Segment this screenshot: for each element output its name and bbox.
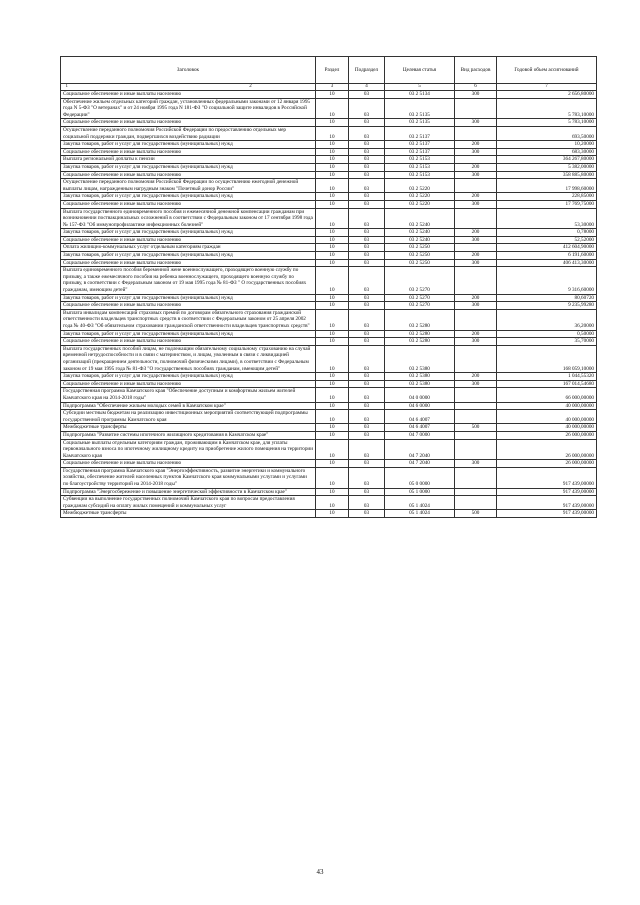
- row-exptype: [455, 496, 497, 510]
- row-subsection: 03: [349, 229, 385, 237]
- row-subsection: 03: [349, 431, 385, 439]
- row-subsection: 03: [349, 294, 385, 302]
- row-exptype: 300: [455, 200, 497, 208]
- row-name: Подпрограмма "Обеспечение жильем молодых семей в Камчатском крае": [61, 402, 316, 410]
- row-section: 10: [316, 193, 349, 201]
- table-row: [61, 309, 597, 330]
- row-name: Осуществление переданного полномочия Российской Федерации по предоставлению отдельных мер социальной поддержки граждан, подвергшихся воздействию радиации: [61, 126, 316, 140]
- table-row: [61, 126, 597, 140]
- row-section: 10: [316, 126, 349, 140]
- row-section: 10: [316, 510, 349, 518]
- row-name: Закупка товаров, работ и услуг для государственных (муниципальных) нужд: [61, 229, 316, 237]
- row-amount: 0,50000: [497, 330, 597, 338]
- row-target: 03 2 5220: [385, 200, 455, 208]
- row-amount: 917 439,00000: [497, 510, 597, 518]
- row-exptype: 200: [455, 330, 497, 338]
- row-target: 03 2 5270: [385, 267, 455, 294]
- row-section: 10: [316, 171, 349, 179]
- row-amount: 40 000,00000: [497, 424, 597, 432]
- row-name: Социальное обеспечение и иные выплаты населению: [61, 91, 316, 99]
- row-section: 10: [316, 229, 349, 237]
- row-exptype: 200: [455, 163, 497, 171]
- table-row: [61, 259, 597, 267]
- row-amount: 167 014,54680: [497, 380, 597, 388]
- row-section: 10: [316, 496, 349, 510]
- row-target: 03 2 5380: [385, 380, 455, 388]
- row-target: 03 2 5153: [385, 156, 455, 164]
- row-exptype: [455, 126, 497, 140]
- row-target: 05 1 4024: [385, 510, 455, 518]
- row-amount: 26 000,00000: [497, 439, 597, 460]
- row-exptype: 300: [455, 236, 497, 244]
- col-header-amount: Годовой объем ассигнований: [497, 57, 597, 84]
- table-body: [61, 91, 597, 518]
- row-amount: 5 382,00000: [497, 163, 597, 171]
- row-amount: 5 783,10000: [497, 98, 597, 119]
- row-name: Социальное обеспечение и иные выплаты населению: [61, 200, 316, 208]
- row-section: 10: [316, 252, 349, 260]
- row-amount: 168 059,10000: [497, 345, 597, 372]
- table-row: [61, 156, 597, 164]
- row-exptype: 300: [455, 171, 497, 179]
- row-subsection: 03: [349, 267, 385, 294]
- row-name: Закупка товаров, работ и услуг для государственных (муниципальных) нужд: [61, 141, 316, 149]
- table-row: [61, 294, 597, 302]
- row-subsection: 03: [349, 119, 385, 127]
- row-amount: 80,60720: [497, 294, 597, 302]
- row-section: 10: [316, 309, 349, 330]
- column-number: 1 2: [61, 84, 316, 91]
- budget-table-sheet: [60, 56, 596, 518]
- row-exptype: [455, 439, 497, 460]
- row-target: 03 2 5137: [385, 148, 455, 156]
- row-section: 10: [316, 460, 349, 468]
- table-row: [61, 119, 597, 127]
- column-number: 4: [349, 84, 385, 91]
- row-target: 03 2 5280: [385, 338, 455, 346]
- row-exptype: [455, 208, 497, 229]
- table-row: [61, 460, 597, 468]
- row-subsection: 03: [349, 244, 385, 252]
- row-section: 10: [316, 148, 349, 156]
- table-row: [61, 345, 597, 372]
- row-name: Социальное обеспечение и иные выплаты населению: [61, 148, 316, 156]
- table-row: [61, 488, 597, 496]
- table-row: [61, 467, 597, 488]
- row-target: 03 2 5135: [385, 119, 455, 127]
- row-section: 10: [316, 141, 349, 149]
- column-number: 3: [316, 84, 349, 91]
- column-number: 7: [497, 84, 597, 91]
- row-section: 10: [316, 431, 349, 439]
- table-row: [61, 373, 597, 381]
- row-target: 03 2 5135: [385, 98, 455, 119]
- row-target: 04 7 0000: [385, 431, 455, 439]
- row-name: Социальное обеспечение и иные выплаты населению: [61, 236, 316, 244]
- row-subsection: 03: [349, 126, 385, 140]
- row-name: Государственная программа Камчатского края "Обеспечение доступным и комфортным жильем жителей Камчатского края на 2014-2018 годы": [61, 388, 316, 402]
- row-subsection: 03: [349, 439, 385, 460]
- row-exptype: 500: [455, 510, 497, 518]
- column-number: 6: [455, 84, 497, 91]
- row-target: 04 7 2040: [385, 460, 455, 468]
- table-row: [61, 380, 597, 388]
- row-name: Закупка товаров, работ и услуг для государственных (муниципальных) нужд: [61, 330, 316, 338]
- table-row: [61, 410, 597, 424]
- row-subsection: 03: [349, 338, 385, 346]
- row-name: Социальное обеспечение и иные выплаты населению: [61, 380, 316, 388]
- table-row: [61, 91, 597, 99]
- row-section: 10: [316, 294, 349, 302]
- row-amount: 52,52000: [497, 236, 597, 244]
- row-name: Межбюджетные трансферты: [61, 510, 316, 518]
- row-amount: 0,78000: [497, 229, 597, 237]
- row-subsection: 03: [349, 388, 385, 402]
- row-exptype: [455, 267, 497, 294]
- column-number: 5: [385, 84, 455, 91]
- row-amount: 917 439,00000: [497, 496, 597, 510]
- table-row: [61, 200, 597, 208]
- row-exptype: 300: [455, 338, 497, 346]
- row-name: Субсидии местным бюджетам на реализацию инвестиционных мероприятий соответствующей подпрограммы государственной программы Камчатского края: [61, 410, 316, 424]
- row-exptype: [455, 410, 497, 424]
- row-section: 10: [316, 200, 349, 208]
- row-exptype: 300: [455, 148, 497, 156]
- row-subsection: 03: [349, 410, 385, 424]
- row-exptype: 200: [455, 141, 497, 149]
- row-name: Выплата инвалидам компенсаций страховых премий по договорам обязательного страхования гражданской ответственности владельцев транспортных средств в соответствии с Федеральным законом от 25 апреля 2002 года № 40-ФЗ "Об обязательном страховании гражданской ответственности владельцев транспортных средств": [61, 309, 316, 330]
- row-amount: 26 000,00000: [497, 431, 597, 439]
- row-exptype: [455, 488, 497, 496]
- row-section: 10: [316, 373, 349, 381]
- row-name: Оплата жилищно-коммунальных услуг отдельным категориям граждан: [61, 244, 316, 252]
- row-name: Закупка товаров, работ и услуг для государственных (муниципальных) нужд: [61, 373, 316, 381]
- row-amount: 228,85000: [497, 193, 597, 201]
- table-row: [61, 208, 597, 229]
- row-name: Подпрограмма "Энергосбережение и повышение энергетической эффективности в Камчатском крае": [61, 488, 316, 496]
- row-target: 04 6 4007: [385, 424, 455, 432]
- page-number: 43: [316, 868, 324, 876]
- table-row: [61, 244, 597, 252]
- row-target: 03 2 5240: [385, 208, 455, 229]
- row-name: Осуществление переданного полномочия Российской Федерации по осуществлению ежегодной денежной выплаты лицам, награжденным нагрудным знаком "Почетный донор России": [61, 179, 316, 193]
- row-amount: 6 191,60000: [497, 252, 597, 260]
- row-section: 10: [316, 179, 349, 193]
- row-target: 04 6 4007: [385, 410, 455, 424]
- row-section: 10: [316, 163, 349, 171]
- row-exptype: 200: [455, 294, 497, 302]
- row-name: Выплата единовременного пособия беременной жене военнослужащего, проходящего военную службу по призыву, а также ежемесячного пособия на ребенка военнослужащего, проходящего военную службу по призыву, в соответствии с Федеральным законом от 19 мая 1995 года № 81-ФЗ " О государственных пособиях гражданам, имеющим детей": [61, 267, 316, 294]
- row-name: Социальное обеспечение и иные выплаты населению: [61, 460, 316, 468]
- row-name: Закупка товаров, работ и услуг для государственных (муниципальных) нужд: [61, 294, 316, 302]
- row-section: 10: [316, 98, 349, 119]
- row-subsection: 03: [349, 309, 385, 330]
- table-row: [61, 338, 597, 346]
- row-exptype: [455, 402, 497, 410]
- row-subsection: 03: [349, 510, 385, 518]
- row-target: 03 2 5240: [385, 236, 455, 244]
- row-section: 10: [316, 244, 349, 252]
- row-amount: 40 000,00000: [497, 402, 597, 410]
- table-row: [61, 236, 597, 244]
- table-row: [61, 267, 597, 294]
- col-header-name: Заголовок: [61, 57, 316, 84]
- row-name: Субвенции на выполнение государственных полномочий Камчатского края по вопросам предоставления гражданам субсидий на оплату жилых помещений и коммунальных услуг: [61, 496, 316, 510]
- table-row: [61, 148, 597, 156]
- row-target: 03 2 5250: [385, 252, 455, 260]
- table-row: [61, 193, 597, 201]
- row-subsection: 03: [349, 252, 385, 260]
- row-name: Выплата государственных пособий лицам, не подлежащим обязательному социальному страхованию на случай временной нетрудоспособности и в связи с материнством, и лицам, уволенным в связи с ликвидацией организаций (прекращением деятельности, полномочий физическими лицами), в соответствии с Федеральным законом от 19 мая 1995 года № 81-ФЗ "О государственных пособиях гражданам, имеющим детей": [61, 345, 316, 372]
- table-row: [61, 141, 597, 149]
- row-subsection: 03: [349, 424, 385, 432]
- row-name: Подпрограмма "Развитие системы ипотечного жилищного кредитования в Камчатском крае": [61, 431, 316, 439]
- row-subsection: 03: [349, 402, 385, 410]
- table-row: [61, 98, 597, 119]
- table-row: [61, 302, 597, 310]
- table-row: [61, 439, 597, 460]
- row-section: 10: [316, 380, 349, 388]
- row-section: 10: [316, 439, 349, 460]
- table-row: [61, 179, 597, 193]
- table-row: [61, 330, 597, 338]
- row-name: Социальные выплаты отдельным категориям граждан, проживающим в Камчатском крае, для уплаты первоначального взноса по ипотечному жилищному кредиту на приобретение жилого помещения на территории Камчатского края: [61, 439, 316, 460]
- row-amount: 406 413,30000: [497, 259, 597, 267]
- row-exptype: 200: [455, 193, 497, 201]
- row-exptype: [455, 98, 497, 119]
- row-amount: 917 439,00000: [497, 488, 597, 496]
- row-target: 03 2 5250: [385, 244, 455, 252]
- table-row: [61, 431, 597, 439]
- row-amount: 1 044,55320: [497, 373, 597, 381]
- row-section: 10: [316, 338, 349, 346]
- row-name: Социальное обеспечение и иные выплаты населению: [61, 338, 316, 346]
- row-amount: 683,30000: [497, 148, 597, 156]
- row-target: 03 2 5250: [385, 259, 455, 267]
- row-section: 10: [316, 410, 349, 424]
- row-amount: 364 267,80000: [497, 156, 597, 164]
- row-name: Закупка товаров, работ и услуг для государственных (муниципальных) нужд: [61, 252, 316, 260]
- row-exptype: 200: [455, 252, 497, 260]
- row-target: 03 2 5280: [385, 330, 455, 338]
- row-name: Обеспечение жильем отдельных категорий граждан, установленных федеральными законами от 12 января 1995 года N 5-ФЗ "О ветеранах" и от 24 ноября 1995 года N 181-ФЗ "О социальной защите инвалидов в Российской Федерации": [61, 98, 316, 119]
- row-subsection: 03: [349, 496, 385, 510]
- row-target: 03 2 5137: [385, 126, 455, 140]
- row-subsection: 03: [349, 302, 385, 310]
- row-target: 03 2 5380: [385, 345, 455, 372]
- col-header-section: Раздел: [316, 57, 349, 84]
- row-section: 10: [316, 236, 349, 244]
- row-section: 10: [316, 91, 349, 99]
- row-target: 05 0 0000: [385, 467, 455, 488]
- table-row: [61, 171, 597, 179]
- row-target: 03 2 5280: [385, 309, 455, 330]
- row-exptype: [455, 179, 497, 193]
- row-amount: 10,20000: [497, 141, 597, 149]
- row-amount: 36,20000: [497, 309, 597, 330]
- row-subsection: 03: [349, 373, 385, 381]
- row-amount: 693,50000: [497, 126, 597, 140]
- row-exptype: 500: [455, 424, 497, 432]
- row-target: 03 2 5270: [385, 294, 455, 302]
- row-section: 10: [316, 488, 349, 496]
- row-target: 03 2 5220: [385, 179, 455, 193]
- row-target: 03 2 5137: [385, 141, 455, 149]
- col-header-subsection: Подраздел: [349, 57, 385, 84]
- row-name: Социальное обеспечение и иные выплаты населению: [61, 259, 316, 267]
- row-name: Социальное обеспечение и иные выплаты населению: [61, 119, 316, 127]
- row-amount: 358 885,80000: [497, 171, 597, 179]
- row-subsection: 03: [349, 208, 385, 229]
- row-section: 10: [316, 302, 349, 310]
- row-subsection: 03: [349, 141, 385, 149]
- row-name: Закупка товаров, работ и услуг для государственных (муниципальных) нужд: [61, 163, 316, 171]
- row-target: 05 1 4024: [385, 496, 455, 510]
- row-amount: 17 769,75000: [497, 200, 597, 208]
- row-amount: 35,70000: [497, 338, 597, 346]
- row-amount: 917 439,00000: [497, 467, 597, 488]
- row-amount: 412 604,90000: [497, 244, 597, 252]
- row-amount: 66 000,00000: [497, 388, 597, 402]
- table-row: [61, 402, 597, 410]
- row-target: 03 2 5134: [385, 91, 455, 99]
- row-subsection: 03: [349, 460, 385, 468]
- row-exptype: 300: [455, 380, 497, 388]
- table-row: [61, 496, 597, 510]
- table-row: [61, 424, 597, 432]
- table-row: [61, 388, 597, 402]
- row-section: 10: [316, 259, 349, 267]
- row-exptype: 300: [455, 91, 497, 99]
- row-section: 10: [316, 424, 349, 432]
- budget-table: [60, 56, 597, 518]
- row-amount: 9 316,60000: [497, 267, 597, 294]
- row-exptype: 300: [455, 259, 497, 267]
- row-amount: 40 000,00000: [497, 410, 597, 424]
- row-amount: 5 783,10000: [497, 119, 597, 127]
- row-subsection: 03: [349, 345, 385, 372]
- row-target: 04 0 0000: [385, 388, 455, 402]
- row-exptype: 200: [455, 229, 497, 237]
- row-section: 10: [316, 156, 349, 164]
- row-target: 03 2 5153: [385, 171, 455, 179]
- row-name: Государственная программа Камчатского края "Энергоэффективность, развитие энергетики и коммунального хозяйства, обеспечение жителей населенных пунктов Камчатского края коммунальными услугами и услугами по благоустройству территорий на 2014-2018 годы": [61, 467, 316, 488]
- row-subsection: 03: [349, 98, 385, 119]
- row-subsection: 03: [349, 330, 385, 338]
- row-name: Выплата государственного единовременного пособия и ежемесячной денежной компенсации гражданам при возникновении поствакцинальных осложнений в соответствии с Федеральным законом от 17 сентября 1998 года № 157-ФЗ "Об иммунопрофилактике инфекционных болезней": [61, 208, 316, 229]
- table-row: [61, 229, 597, 237]
- row-exptype: [455, 388, 497, 402]
- row-subsection: 03: [349, 148, 385, 156]
- row-target: 03 2 5153: [385, 163, 455, 171]
- row-amount: 17 998,60000: [497, 179, 597, 193]
- row-exptype: [455, 345, 497, 372]
- row-subsection: 03: [349, 488, 385, 496]
- row-subsection: 03: [349, 179, 385, 193]
- row-amount: 9 235,99280: [497, 302, 597, 310]
- row-target: 03 2 5220: [385, 193, 455, 201]
- column-number-row: [61, 84, 597, 91]
- table-row: [61, 252, 597, 260]
- row-exptype: 300: [455, 119, 497, 127]
- row-exptype: 300: [455, 302, 497, 310]
- row-section: 10: [316, 267, 349, 294]
- row-section: 10: [316, 402, 349, 410]
- row-subsection: 03: [349, 200, 385, 208]
- row-name: Социальное обеспечение и иные выплаты населению: [61, 171, 316, 179]
- table-row: [61, 510, 597, 518]
- row-section: 10: [316, 388, 349, 402]
- row-target: 04 7 2040: [385, 439, 455, 460]
- row-exptype: 200: [455, 373, 497, 381]
- row-subsection: 03: [349, 156, 385, 164]
- row-subsection: 03: [349, 193, 385, 201]
- row-target: 03 2 5240: [385, 229, 455, 237]
- row-subsection: 03: [349, 163, 385, 171]
- row-section: 10: [316, 345, 349, 372]
- row-subsection: 03: [349, 171, 385, 179]
- row-section: 10: [316, 119, 349, 127]
- row-subsection: 03: [349, 236, 385, 244]
- row-amount: 53,30000: [497, 208, 597, 229]
- row-section: 10: [316, 330, 349, 338]
- row-exptype: [455, 467, 497, 488]
- row-exptype: [455, 156, 497, 164]
- row-subsection: 03: [349, 259, 385, 267]
- col-header-exptype: Вид расходов: [455, 57, 497, 84]
- row-name: Выплата региональной доплаты к пенсии: [61, 156, 316, 164]
- row-section: 10: [316, 208, 349, 229]
- row-exptype: [455, 244, 497, 252]
- row-exptype: 300: [455, 460, 497, 468]
- row-exptype: [455, 431, 497, 439]
- row-subsection: 03: [349, 467, 385, 488]
- row-target: 03 2 5270: [385, 302, 455, 310]
- row-name: Социальное обеспечение и иные выплаты населению: [61, 302, 316, 310]
- col-header-target: Целевая статья: [385, 57, 455, 84]
- row-amount: 26 000,00000: [497, 460, 597, 468]
- row-name: Межбюджетные трансферты: [61, 424, 316, 432]
- row-target: 05 1 0000: [385, 488, 455, 496]
- row-target: 04 6 0000: [385, 402, 455, 410]
- table-row: [61, 163, 597, 171]
- row-subsection: 03: [349, 380, 385, 388]
- row-section: 10: [316, 467, 349, 488]
- row-amount: 2 656,80000: [497, 91, 597, 99]
- row-target: 03 2 5380: [385, 373, 455, 381]
- row-name: Закупка товаров, работ и услуг для государственных (муниципальных) нужд: [61, 193, 316, 201]
- row-subsection: 03: [349, 91, 385, 99]
- table-header-row: [61, 57, 597, 84]
- row-exptype: [455, 309, 497, 330]
